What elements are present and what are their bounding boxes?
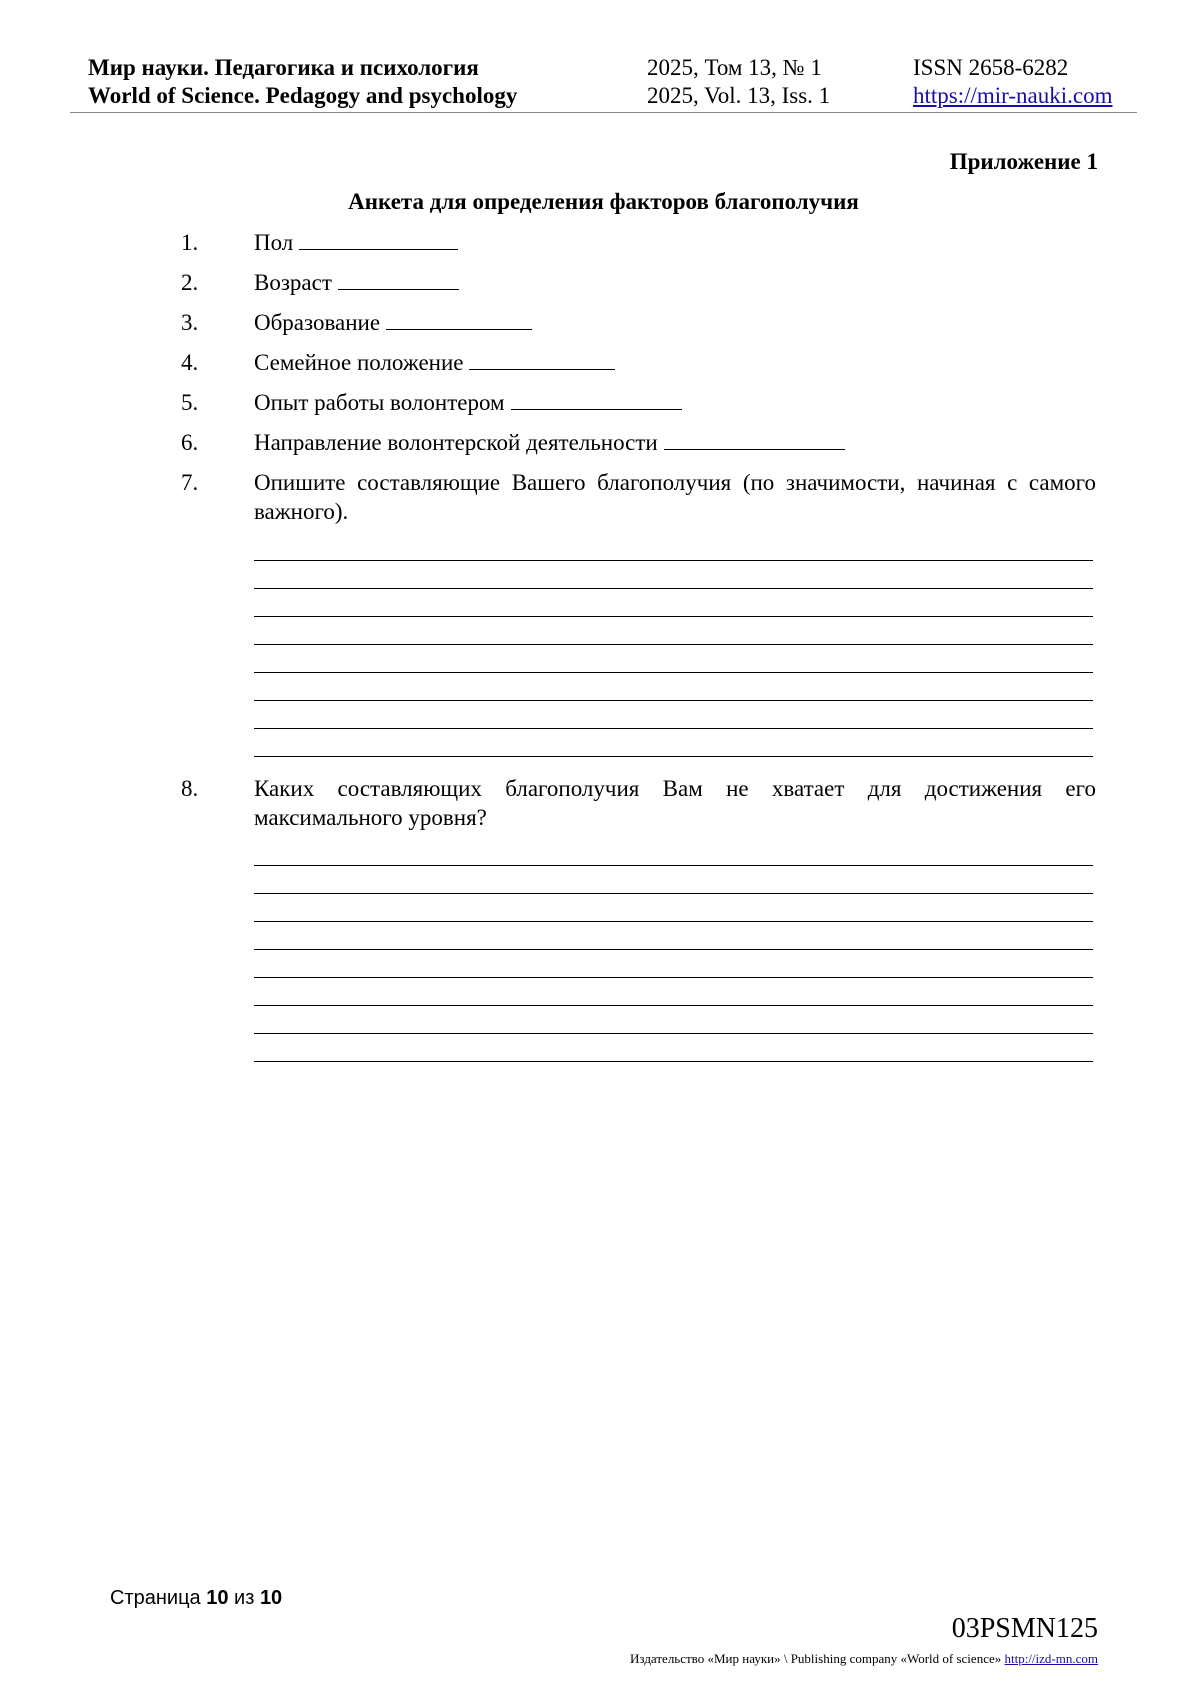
publisher-name: Издательство «Мир науки» \ Publishing company «World of science» [630,1651,1002,1666]
issn: ISSN 2658-6282 [913,55,1069,80]
answer-blank [511,409,682,410]
question-item [254,388,682,417]
question-text: Каких составляющих благополучия Вам не хватает для достижения его максимального уровня? [254,776,1096,830]
answer-line [254,560,1093,561]
page-label: Страница [110,1587,201,1609]
answer-line [254,893,1093,894]
answer-line [254,921,1093,922]
answer-line [254,672,1093,673]
question-item [254,228,458,257]
answer-line [254,700,1093,701]
answer-line [254,728,1093,729]
page-total: 10 [259,1587,283,1609]
question-item [254,268,459,297]
answer-line [254,588,1093,589]
publisher-line [630,1651,1098,1667]
question-text: Образование [254,310,381,335]
question-number: 4. [181,350,199,375]
question-item [254,428,845,457]
answer-line [254,1005,1093,1006]
answer-blank [299,249,458,250]
header-divider [70,112,1137,113]
issue-info-en: 2025, Vol. 13, Iss. 1 [647,83,831,108]
answer-line [254,616,1093,617]
journal-title-en: World of Science. Pedagogy and psychology [88,83,518,108]
question-item [254,348,615,377]
question-text: Опишите составляющие Вашего благополучия (по значимости, начиная с самого важного). [254,470,1096,524]
answer-blank [664,449,845,450]
question-text: Пол [254,230,294,255]
journal-website-link[interactable]: https://mir-nauki.com [913,83,1113,108]
answer-line [254,865,1093,866]
answer-blank [469,369,615,370]
question-text: Направление волонтерской деятельности [254,430,658,455]
answer-blank [338,289,459,290]
answer-line [254,977,1093,978]
answer-blank [386,329,532,330]
answer-line [254,644,1093,645]
question-number: 3. [181,310,199,335]
question-number: 6. [181,430,199,455]
question-text: Опыт работы волонтером [254,390,505,415]
questionnaire-title: Анкета для определения факторов благополучия [348,189,859,214]
question-text: Возраст [254,270,332,295]
question-text: Семейное положение [254,350,464,375]
appendix-label: Приложение 1 [949,149,1098,174]
answer-line [254,1033,1093,1034]
question-item [254,308,532,337]
question-number: 7. [181,470,199,495]
answer-line [254,949,1093,950]
journal-title-ru: Мир науки. Педагогика и психология [88,55,479,80]
question-number: 2. [181,270,199,295]
page-number [110,1587,282,1610]
publisher-link[interactable]: http://izd-mn.com [1004,1651,1098,1666]
question-number: 8. [181,776,199,801]
page-current: 10 [206,1587,229,1609]
answer-line [254,756,1093,757]
answer-line [254,1061,1093,1062]
question-number: 5. [181,390,199,415]
article-code: 03PSMN125 [951,1613,1098,1644]
question-number: 1. [181,230,199,255]
page-of: из [234,1587,255,1609]
issue-info-ru: 2025, Том 13, № 1 [647,55,822,80]
